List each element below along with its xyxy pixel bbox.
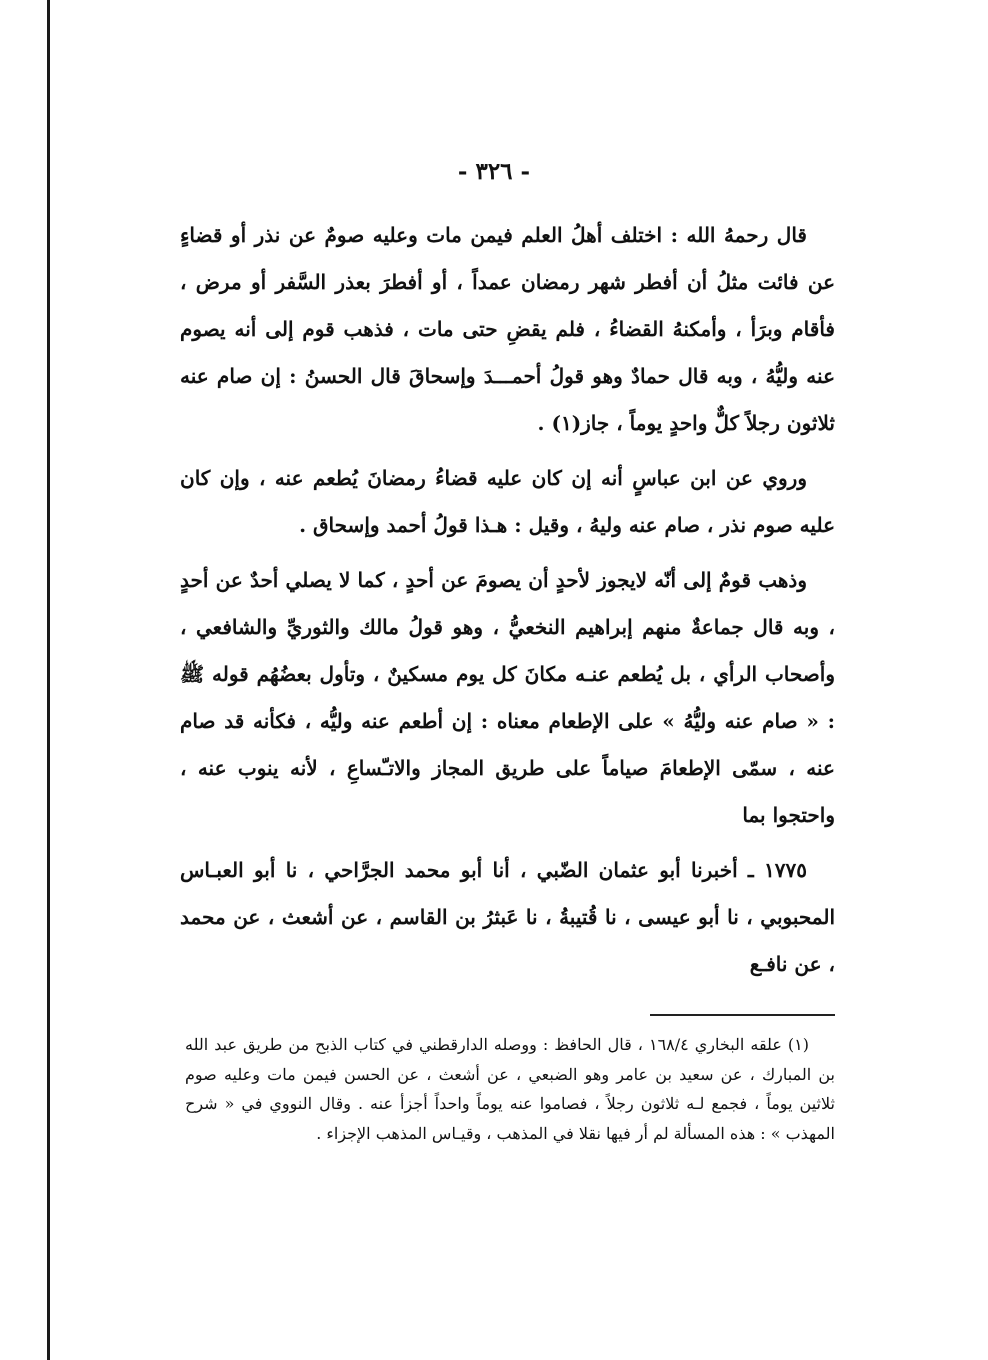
paragraph-fasting-opinions: قال رحمهُ الله : اختلف أهلُ العلم فيمن مات وعليه صومٌ عن نذر أو قضاءٍ عن فائت مثلُ أن أفطر شهر رمضان عمداً ، أو أفطرَ بعذر السَّفر أو مرض ، فأقام وبرَأ ، وأمكنهُ القضاءُ ، فلم يقضِ حتى مات ، فذهب قوم إلى أنه يصوم عنه وليُّهُ ، وبه قال حمادٌ وهو قولُ أحمـــدَ وإسحاقَ قال الحسنُ : إن صام عنه ثلاثون رجلاً كلٌّ واحدٍ يوماً ، جاز(١) . — [180, 223, 835, 435]
paragraph-opposing-view: وذهب قومٌ إلى أنّه لايجوز لأحدٍ أن يصومَ عن أحدٍ ، كما لا يصلي أحدٌ عن أحدٍ ، وبه قال جماعةٌ منهم إبراهيم النخعيُّ ، وهو قولُ مالك والثوريِّ والشافعي ، وأصحاب الرأي ، بل يُطعم عنـه مكانَ كل يوم مسكينٌ ، وتأول بعضُهُم قوله ﷺ : « صام عنه وليُّهُ » على الإطعام معناه : إن أطعم عنه وليُّه ، فكأنه قد صام عنه ، سمّى الإطعامَ صياماً على طريق المجاز والاتـّساعِ ، لأنه ينوب عنه ، واحتجوا بما — [180, 568, 835, 827]
footnote-1: (١) علقه البخاري ١٦٨/٤ ، قال الحافظ : ووصله الدارقطني في كتاب الذبح من طريق عبد الله بن المبارك ، عن سعيد بن عامر وهو الضبعي ، عن أشعث ، عن الحسن فيمن مات وعليه صوم ثلاثين يوماً ، فجمع لـه ثلاثون رجلاً ، فصاموا عنه يوماً واحداً أجزأ عنه . وقال النووي في « شرح المهذب » : هذه المسألة لم أر فيها نقلا في المذهب ، وقيـاس المذهب الإجزاء . — [185, 1035, 835, 1143]
footnotes — [185, 1030, 835, 1148]
page-number: - ٣٢٦ - — [457, 158, 531, 185]
main-text — [180, 212, 835, 996]
footnote-separator — [650, 1014, 835, 1016]
paragraph-ibn-abbas: وروي عن ابن عباسٍ أنه إن كان عليه قضاءُ رمضانَ يُطعم عنه ، وإن كان عليه صوم نذر ، صام عنه وليهُ ، وقيل : هـذا قولُ أحمد وإسحاق . — [180, 466, 835, 537]
binding-edge-line — [47, 0, 50, 1360]
paragraph-hadith-1775: ١٧٧٥ ـ أخبرنا أبو عثمان الضّبي ، أنا أبو محمد الجرَّاحي ، نا أبو العبـاس المحبوبي ، نا أبو عيسى ، نا قُتيبةُ ، نا عَبثرُ بن القاسم ، عن أشعث ، عن محمد ، عن نافـع — [180, 858, 835, 976]
